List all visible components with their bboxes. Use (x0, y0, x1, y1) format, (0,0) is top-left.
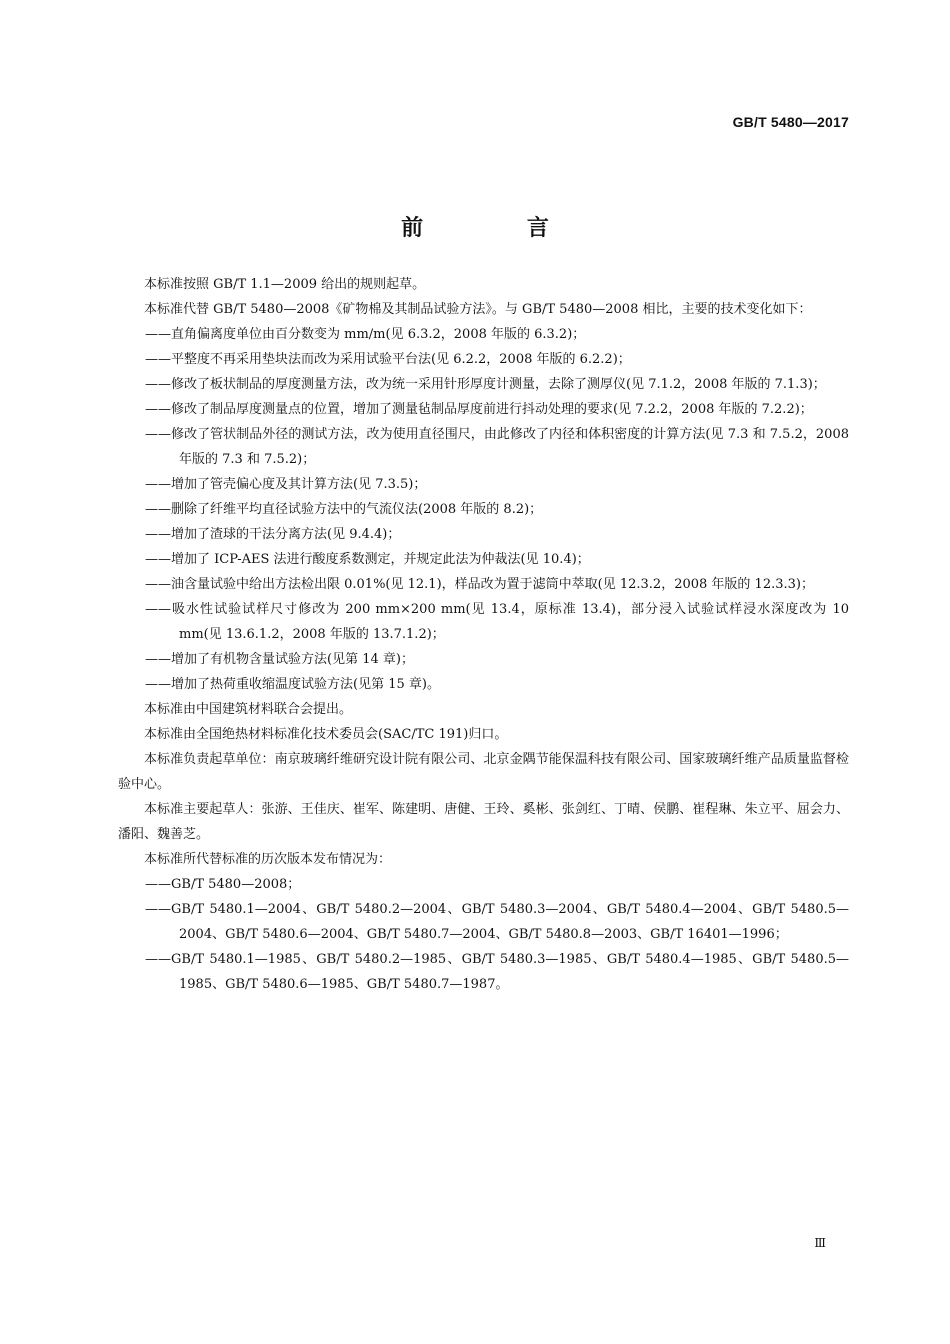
paragraph: 本标准主要起草人：张游、王佳庆、崔军、陈建明、唐健、王玲、奚彬、张剑红、丁晴、侯鹏、崔程琳、朱立平、屈会力、潘阳、魏善芝。 (118, 802, 849, 842)
list-item: ——增加了渣球的干法分离方法(见 9.4.4)； (145, 527, 401, 542)
standard-code: GB/T 5480—2017 (732, 114, 849, 130)
page-number: Ⅲ (814, 1236, 826, 1250)
list-item: ——GB/T 5480.1—2004、GB/T 5480.2—2004、GB/T 5480.3—2004、GB/T 5480.4—2004、GB/T 5480.5— 2004、GB/T 5480.6—2004、GB/T 5480.7—2004、GB/T 5480.8—2003、GB/T 16401—1996； (145, 902, 849, 942)
list-item: ——修改了板状制品的厚度测量方法，改为统一采用针形厚度计测量，去除了测厚仪(见 7.1.2，2008 年版的 7.1.3)； (145, 377, 826, 392)
paragraph: 本标准所代替标准的历次版本发布情况为： (144, 852, 392, 867)
list-item: ——修改了管状制品外径的测试方法，改为使用直径围尺，由此修改了内径和体积密度的计算方法(见 7.3 和 7.5.2，2008 年版的 7.3 和 7.5.2)； (145, 427, 849, 467)
paragraph: 本标准由中国建筑材料联合会提出。 (144, 702, 353, 717)
list-item: ——平整度不再采用垫块法而改为采用试验平台法(见 6.2.2，2008 年版的 6.2.2)； (145, 352, 631, 367)
list-item: ——删除了纤维平均直径试验方法中的气流仪法(2008 年版的 8.2)； (145, 502, 543, 517)
paragraph: 本标准代替 GB/T 5480—2008《矿物棉及其制品试验方法》。与 GB/T 5480—2008 相比，主要的技术变化如下： (144, 302, 812, 317)
list-item: ——油含量试验中给出方法检出限 0.01%(见 12.1)，样品改为置于滤筒中萃取(见 12.3.2，2008 年版的 12.3.3)； (145, 577, 814, 592)
list-item: ——直角偏离度单位由百分数变为 mm/m(见 6.3.2，2008 年版的 6.3.2)； (145, 327, 586, 342)
paragraph: 本标准由全国绝热材料标准化技术委员会(SAC/TC 191)归口。 (144, 727, 508, 742)
page-title: 前 言 (401, 214, 597, 241)
list-item: ——增加了热荷重收缩温度试验方法(见第 15 章)。 (145, 677, 440, 692)
list-item: ——GB/T 5480—2008； (145, 877, 301, 892)
foreword-body (118, 272, 849, 997)
list-item: ——增加了 ICP-AES 法进行酸度系数测定，并规定此法为仲裁法(见 10.4)； (145, 552, 590, 567)
list-item: ——增加了有机物含量试验方法(见第 14 章)； (145, 652, 414, 667)
list-item: ——吸水性试验试样尺寸修改为 200 mm×200 mm(见 13.4，原标准 13.4)，部分浸入试验试样浸水深度改为 10 mm(见 13.6.1.2，2008 年版的 13.7.1.2)； (145, 602, 849, 642)
paragraph: 本标准负责起草单位：南京玻璃纤维研究设计院有限公司、北京金隅节能保温科技有限公司、国家玻璃纤维产品质量监督检验中心。 (118, 752, 849, 792)
list-item: ——GB/T 5480.1—1985、GB/T 5480.2—1985、GB/T 5480.3—1985、GB/T 5480.4—1985、GB/T 5480.5—1985、GB/T 5480.6—1985、GB/T 5480.7—1987。 (145, 952, 849, 992)
list-item: ——修改了制品厚度测量点的位置，增加了测量毡制品厚度前进行抖动处理的要求(见 7.2.2，2008 年版的 7.2.2)； (145, 402, 813, 417)
paragraph: 本标准按照 GB/T 1.1—2009 给出的规则起草。 (144, 277, 426, 292)
list-item: ——增加了管壳偏心度及其计算方法(见 7.3.5)； (145, 477, 427, 492)
